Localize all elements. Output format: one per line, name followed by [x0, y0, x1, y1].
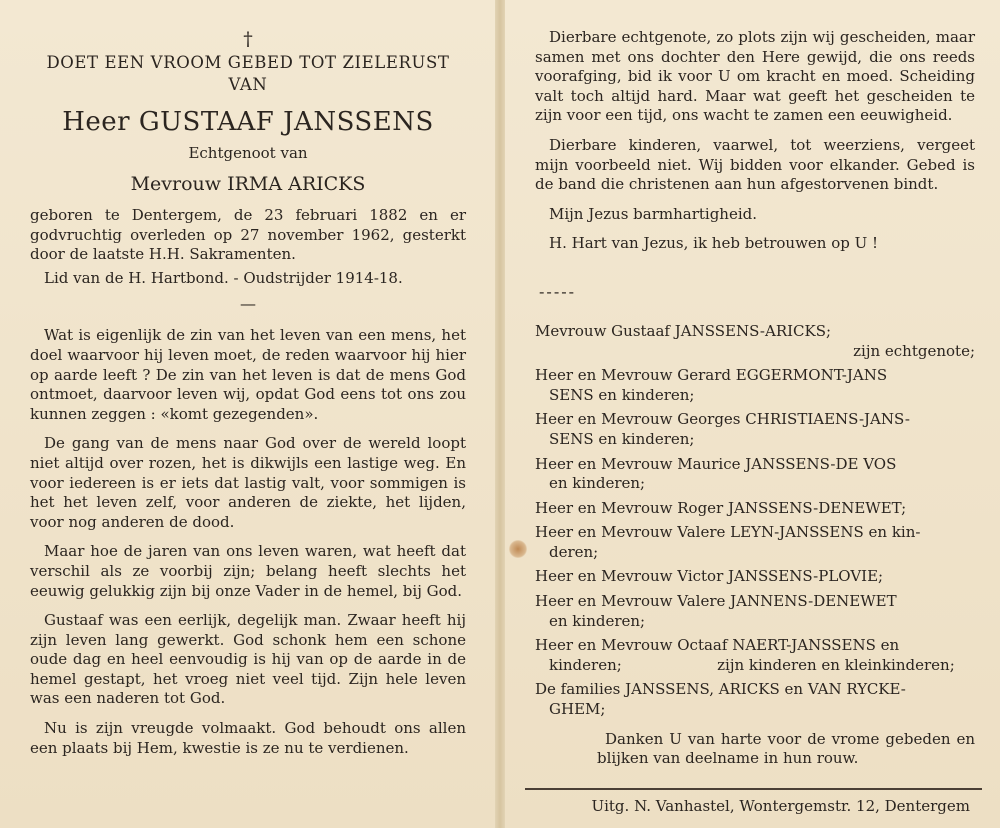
left-page: [0, 0, 495, 828]
relative-line: SENS en kinderen;: [549, 385, 695, 404]
relative-entry: [535, 636, 975, 675]
relative-line: en kinderen;: [549, 611, 646, 630]
relative-entry: [535, 592, 975, 631]
relative-entry: [535, 322, 975, 361]
relative-line: Heer en Mevrouw Roger JANSSENS-DENEWET;: [535, 498, 907, 517]
card-fold: [495, 0, 505, 828]
relative-line: Heer en Mevrouw Gerard EGGERMONT-JANS: [535, 366, 888, 385]
relative-entry: [535, 455, 975, 494]
prayer-line: Mijn Jezus barmhartigheid.: [549, 204, 758, 223]
relative-line: Heer en Mevrouw Maurice JANSSENS-DE VOS: [535, 454, 897, 473]
membership-line: Lid van de H. Hartbond. - Oudstrijder 1914-18.: [44, 268, 403, 287]
relative-entry: [535, 366, 975, 405]
left-page-content: [30, 28, 466, 758]
farewell-paragraph: Dierbare echtgenote, zo plots zijn wij gescheiden, maar samen met ons dochter den Here gewijd, die ons reeds voorafging, bid ik voor U om kracht en moed. Scheiding valt toch altijd hard. Maar wat geeft het gescheiden te zijn voor een tijd, ons wacht te zamen een eeuwigheid.: [535, 28, 975, 125]
relative-line: Mevrouw Gustaaf JANSSENS-ARICKS;: [535, 321, 832, 340]
relative-entry: [535, 523, 975, 562]
relative-entry: [535, 410, 975, 449]
relative-line: Heer en Mevrouw Valere LEYN-JANSSENS en kin-: [535, 523, 921, 542]
relative-line: SENS en kinderen;: [549, 429, 695, 448]
relative-line: kinderen; zijn kinderen en kleinkinderen;: [549, 655, 955, 674]
relative-line: zijn echtgenote;: [853, 341, 975, 360]
relative-entry: [535, 567, 975, 587]
separator-dash: —: [240, 294, 256, 314]
prayer-header-van: VAN: [228, 75, 268, 94]
relative-line: De families JANSSENS, ARICKS en VAN RYCKE-: [535, 680, 906, 699]
birth-death-details: geboren te Dentergem, de 23 februari 1882 en er godvruchtig overleden op 27 november 1962, gesterkt door de laatste H.H. Sakramenten.: [30, 206, 466, 264]
meditation-paragraph: Nu is zijn vreugde volmaakt. God behoudt ons allen een plaats bij Hem, kwestie is ze nu te verdienen.: [30, 719, 466, 757]
farewell-paragraph: Dierbare kinderen, vaarwel, tot weerziens, vergeet mijn voorbeeld niet. Wij bidden voor elkander. Gebed is de band die christenen aan hun afgestorvenen bindt.: [535, 135, 975, 194]
meditation-paragraph: Wat is eigenlijk de zin van het leven van een mens, het doel waarvoor hij leven moet, de reden waarvoor hij hier op aarde leeft ? De zin van het leven is dat de mens God ontmoet, daarvoor leven wij, opdat God eens tot ons zou kunnen zeggen : «komt gezegenden».: [30, 326, 466, 423]
deceased-name: Heer GUSTAAF JANSSENS: [62, 107, 434, 137]
relative-entry: [535, 499, 975, 519]
meditation-paragraph: Maar hoe de jaren van ons leven waren, wat heeft dat verschil als ze voorbij zijn; belang heeft slechts het eeuwig gelukkig zijn bij onze Vader in de hemel, bij God.: [30, 542, 466, 600]
relative-line: Heer en Mevrouw Victor JANSSENS-PLOVIE;: [535, 567, 884, 586]
relative-line: GHEM;: [549, 700, 606, 719]
relative-line: Heer en Mevrouw Valere JANNENS-DENEWET: [535, 592, 897, 611]
printer-credit: Uitg. N. Vanhastel, Wontergemstr. 12, Dentergem: [591, 797, 970, 815]
spouse-label: Echtgenoot van: [188, 144, 308, 162]
right-page: [505, 0, 1000, 828]
prayer-line: H. Hart van Jezus, ik heb betrouwen op U !: [549, 234, 879, 253]
cross-icon: †: [243, 28, 253, 50]
relative-entry: [535, 680, 975, 719]
dash-divider: -----: [539, 281, 577, 301]
relative-line: en kinderen;: [549, 474, 646, 493]
right-page-content: [535, 28, 975, 769]
relative-line: Heer en Mevrouw Octaaf NAERT-JANSSENS en: [535, 636, 900, 655]
relatives-list: [535, 322, 975, 720]
spouse-name: Mevrouw IRMA ARICKS: [130, 173, 366, 195]
relative-line: deren;: [549, 542, 599, 561]
prayer-header: DOET EEN VROOM GEBED TOT ZIELERUST: [46, 53, 450, 72]
stain-mark: [509, 540, 527, 558]
footer-rule: [525, 788, 982, 790]
relative-line: Heer en Mevrouw Georges CHRISTIAENS-JANS-: [535, 410, 910, 429]
meditation-paragraph: Gustaaf was een eerlijk, degelijk man. Zwaar heeft hij zijn leven lang gewerkt. God schonk hem een schone oude dag en heel eenvoudig is hij van op de aarde in de hemel gestapt, het vroeg niet veel tijd. Zijn hele leven was een naderen tot God.: [30, 611, 466, 708]
thanks-note: Danken U van harte voor de vrome gebeden en blijken van deelname in hun rouw.: [597, 729, 975, 768]
meditation-paragraph: De gang van de mens naar God over de wereld loopt niet altijd over rozen, het is dikwijls een lastige weg. En voor iedereen is er iets dat lastig valt, voor sommigen is het het leven zelf, voor anderen de ziekte, het lijden, voor nog anderen de dood.: [30, 434, 466, 531]
